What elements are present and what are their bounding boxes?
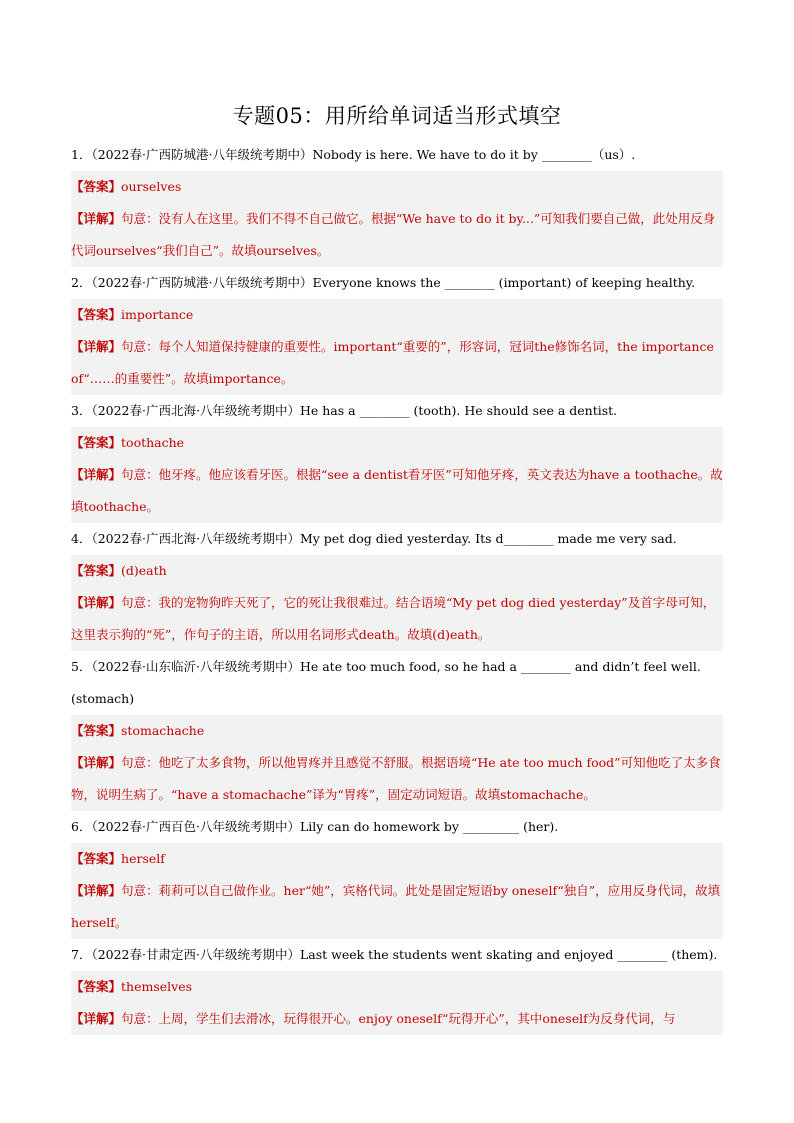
detail-tag: 【详解】	[71, 339, 122, 354]
answer-4	[71, 555, 723, 587]
answer-text: ourselves	[121, 179, 182, 194]
answer-tag: 【答案】	[71, 179, 122, 194]
detail-2	[71, 331, 723, 395]
detail-text: 句意：他吃了太多食物，所以他胃疼并且感觉不舒服。根据语境“He ate too much food”可知他吃了太多食物，说明生病了。“have a stomachache”译为“胃疼”，固定动词短语。故填stomachache。	[71, 755, 721, 802]
detail-7	[71, 1003, 723, 1035]
answer-text: themselves	[121, 979, 193, 994]
detail-5	[71, 747, 723, 811]
question-6: 6．（2022春·广西百色·八年级统考期中）Lily can do homework by _________ (her).	[71, 819, 559, 834]
answer-5	[71, 715, 723, 747]
answer-tag: 【答案】	[71, 435, 122, 450]
answer-text: toothache	[121, 435, 185, 450]
detail-text: 句意：莉莉可以自己做作业。her“她”，宾格代词。此处是固定短语by oneself“独自”，应用反身代词，故填herself。	[71, 883, 721, 930]
detail-4	[71, 587, 723, 651]
question-4: 4．（2022春·广西北海·八年级统考期中）My pet dog died yesterday. Its d________ made me very sad.	[71, 531, 677, 546]
answer-tag: 【答案】	[71, 307, 122, 322]
question-5: 5．（2022春·山东临沂·八年级统考期中）He ate too much food, so he had a ________ and didn’t feel well.(stomach)	[71, 659, 701, 706]
exercise-list	[71, 139, 723, 1035]
answer-3	[71, 427, 723, 459]
answer-tag: 【答案】	[71, 851, 122, 866]
question-1: 1．（2022春·广西防城港·八年级统考期中）Nobody is here. We have to do it by ________（us）.	[71, 147, 636, 162]
answer-1	[71, 171, 723, 203]
detail-text: 句意：没有人在这里。我们不得不自己做它。根据“We have to do it by...”可知我们要自己做，此处用反身代词ourselves“我们自己”。故填ourselves。	[71, 211, 716, 258]
detail-text: 句意：他牙疼。他应该看牙医。根据“see a dentist看牙医”可知他牙疼，英文表达为have a toothache。故填toothache。	[71, 467, 723, 514]
detail-6	[71, 875, 723, 939]
page-title: 专题05：用所给单词适当形式填空	[232, 104, 562, 128]
question-2: 2．（2022春·广西防城港·八年级统考期中）Everyone knows the ________ (important) of keeping healthy.	[71, 275, 696, 290]
answer-text: (d)eath	[121, 563, 167, 578]
question-3: 3．（2022春·广西北海·八年级统考期中）He has a ________ (tooth). He should see a dentist.	[71, 403, 618, 418]
answer-tag: 【答案】	[71, 979, 122, 994]
detail-3	[71, 459, 723, 523]
detail-tag: 【详解】	[71, 211, 122, 226]
answer-tag: 【答案】	[71, 563, 122, 578]
detail-tag: 【详解】	[71, 883, 122, 898]
detail-text: 句意：我的宠物狗昨天死了，它的死让我很难过。结合语境“My pet dog died yesterday”及首字母可知，这里表示狗的“死”，作句子的主语，所以用名词形式death。故填(d)eath。	[71, 595, 716, 642]
answer-tag: 【答案】	[71, 723, 122, 738]
detail-tag: 【详解】	[71, 595, 122, 610]
detail-tag: 【详解】	[71, 755, 122, 770]
detail-text: 句意：上周，学生们去滑冰，玩得很开心。enjoy oneself“玩得开心”，其中oneself为反身代词，与	[121, 1011, 676, 1026]
detail-text: 句意：每个人知道保持健康的重要性。important“重要的”，形容词，冠词the修饰名词，the importance of“……的重要性”。故填importance。	[71, 339, 714, 386]
answer-6	[71, 843, 723, 875]
question-7: 7．（2022春·甘肃定西·八年级统考期中）Last week the students went skating and enjoyed ________ (them).	[71, 947, 718, 962]
detail-tag: 【详解】	[71, 467, 122, 482]
answer-text: importance	[121, 307, 194, 322]
answer-7	[71, 971, 723, 1003]
detail-1	[71, 203, 723, 267]
detail-tag: 【详解】	[71, 1011, 122, 1026]
answer-2	[71, 299, 723, 331]
answer-text: stomachache	[121, 723, 205, 738]
answer-text: herself	[121, 851, 165, 866]
